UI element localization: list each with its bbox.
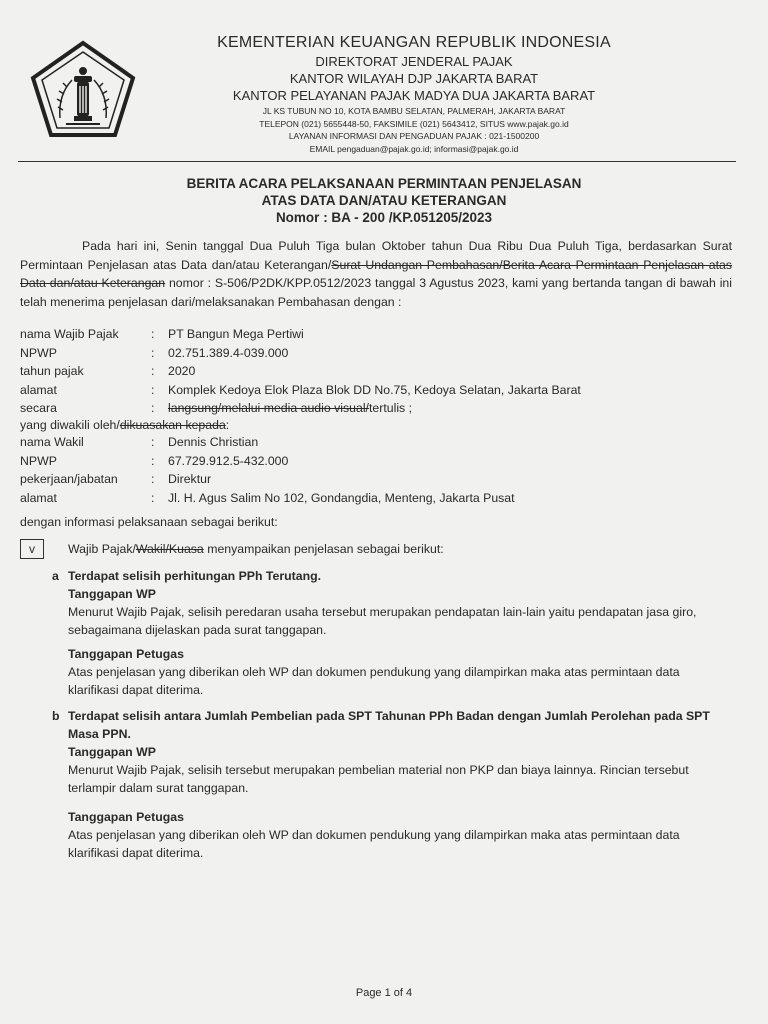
office-phone: TELEPON (021) 5655448-50, FAKSIMILE (021) 5643412, SITUS www.pajak.go.id bbox=[259, 118, 569, 129]
info-label: NPWP bbox=[20, 453, 57, 468]
info-colon: : bbox=[151, 490, 155, 505]
letterhead-divider bbox=[18, 161, 736, 162]
section-letter: a bbox=[52, 569, 59, 583]
section-b bbox=[68, 707, 732, 797]
info-value: Jl. H. Agus Salim No 102, Gondangdia, Menteng, Jakarta Pusat bbox=[168, 490, 515, 505]
page-number: Page 1 of 4 bbox=[355, 987, 413, 999]
taxpayer-info bbox=[20, 325, 740, 418]
represented-prefix: yang diwakili oleh/ bbox=[20, 418, 120, 432]
directorate-name: DIREKTORAT JENDERAL PAJAK bbox=[315, 54, 513, 69]
info-row bbox=[20, 433, 740, 452]
document-title bbox=[100, 175, 668, 226]
info-value: 02.751.389.4-039.000 bbox=[168, 345, 289, 360]
intro-text-1: Pada hari ini, Senin tanggal Dua Puluh Tiga bulan Oktober tahun Dua Ribu Dua Puluh Tiga, berdasarkan Surat Permintaan Penjelasan atas Data dan/atau Keterangan/ bbox=[20, 239, 732, 272]
info-colon: : bbox=[151, 472, 155, 486]
explanation-checkbox[interactable]: v bbox=[20, 539, 44, 559]
title-line-1: BERITA ACARA PELAKSANAAN PERMINTAAN PENJELASAN bbox=[186, 176, 582, 191]
checkbox-text-2: menyampaikan penjelasan sebagai berikut: bbox=[203, 542, 444, 556]
ministry-name: KEMENTERIAN KEUANGAN REPUBLIK INDONESIA bbox=[217, 34, 611, 51]
section-heading: Terdapat selisih antara Jumlah Pembelian pada SPT Tahunan PPh Badan dengan Jumlah Perolehan pada SPT Masa PPN. bbox=[68, 709, 710, 741]
title-line-2: ATAS DATA DAN/ATAU KETERANGAN bbox=[261, 193, 507, 208]
represented-suffix: : bbox=[225, 418, 230, 432]
info-colon: : bbox=[151, 382, 155, 397]
info-row bbox=[20, 325, 740, 344]
info-label: secara bbox=[20, 401, 57, 415]
checkbox-text-1: Wajib Pajak/ bbox=[68, 542, 136, 556]
info-label: pekerjaan/jabatan bbox=[20, 472, 118, 486]
info-label: NPWP bbox=[20, 345, 57, 360]
section-a-officer bbox=[68, 645, 732, 699]
tax-office-name: KANTOR PELAYANAN PAJAK MADYA DUA JAKARTA BARAT bbox=[232, 88, 596, 103]
info-row bbox=[20, 381, 740, 400]
officer-response-title: Tanggapan Petugas bbox=[68, 810, 184, 824]
implementation-info-line: dengan informasi pelaksanaan sebagai berikut: bbox=[20, 515, 278, 529]
info-colon: : bbox=[151, 453, 155, 468]
wp-response-text: Menurut Wajib Pajak, selisih tersebut merupakan pembelian material non PKP dan biaya lainnya. Rincian tersebut terlampir dalam surat tanggapan. bbox=[68, 763, 689, 795]
represented-struck-text: dikuasakan kepada bbox=[119, 418, 226, 432]
intro-text-2: nomor : S-506/P2DK/KPP.0512/2023 tanggal 3 Agustus 2023, kami yang bertanda tangan di bawah ini telah menerima penjelasan dari/melaksanakan Pembahasan dengan : bbox=[20, 276, 732, 309]
info-label: nama Wajib Pajak bbox=[20, 327, 119, 341]
info-value: Dennis Christian bbox=[168, 435, 259, 449]
info-colon: : bbox=[151, 364, 155, 378]
info-row bbox=[20, 362, 740, 381]
regional-office-name: KANTOR WILAYAH DJP JAKARTA BARAT bbox=[289, 71, 539, 86]
info-colon: : bbox=[151, 401, 155, 415]
info-colon: : bbox=[151, 345, 155, 360]
info-value: 2020 bbox=[168, 364, 196, 378]
info-row-method bbox=[20, 399, 740, 418]
info-row bbox=[20, 489, 740, 508]
represented-line bbox=[20, 416, 229, 434]
wp-response-title: Tanggapan WP bbox=[68, 587, 156, 601]
info-colon: : bbox=[151, 435, 155, 449]
section-heading: Terdapat selisih perhitungan PPh Terutang. bbox=[68, 569, 322, 583]
office-email: EMAIL pengaduan@pajak.go.id; informasi@pajak.go.id bbox=[309, 143, 519, 154]
letterhead bbox=[150, 33, 678, 155]
document-number: Nomor : BA - 200 /KP.051205/2023 bbox=[275, 210, 493, 225]
wp-response-title: Tanggapan WP bbox=[68, 745, 156, 759]
officer-response-text: Atas penjelasan yang diberikan oleh WP dan dokumen pendukung yang dilampirkan maka atas permintaan data klarifikasi dapat diterima. bbox=[68, 828, 680, 860]
section-b-officer bbox=[68, 808, 732, 862]
info-value: Komplek Kedoya Elok Plaza Blok DD No.75, Kedoya Selatan, Jakarta Barat bbox=[168, 382, 581, 397]
method-text: tertulis ; bbox=[368, 401, 413, 415]
info-label: alamat bbox=[20, 382, 57, 397]
section-a bbox=[68, 567, 732, 639]
intro-paragraph bbox=[20, 237, 732, 311]
ministry-emblem-logo bbox=[30, 40, 136, 138]
info-label: nama Wakil bbox=[20, 435, 84, 449]
officer-response-title: Tanggapan Petugas bbox=[68, 647, 184, 661]
info-row bbox=[20, 344, 740, 363]
info-value bbox=[168, 399, 412, 418]
service-line: LAYANAN INFORMASI DAN PENGADUAN PAJAK : 021-1500200 bbox=[288, 131, 540, 141]
info-label: alamat bbox=[20, 490, 57, 505]
info-value: Direktur bbox=[168, 472, 212, 486]
info-value: 67.729.912.5-432.000 bbox=[168, 453, 289, 468]
wp-response-text: Menurut Wajib Pajak, selisih peredaran usaha tersebut merupakan pendapatan lain-lain yaitu pendapatan jasa giro, sebagaimana dijelaskan pada surat tanggapan. bbox=[68, 605, 697, 637]
info-value: PT Bangun Mega Pertiwi bbox=[168, 327, 304, 341]
info-row bbox=[20, 452, 740, 471]
info-colon: : bbox=[151, 327, 155, 341]
info-label: tahun pajak bbox=[20, 364, 84, 378]
officer-response-text: Atas penjelasan yang diberikan oleh WP dan dokumen pendukung yang dilampirkan maka atas permintaan data klarifikasi dapat diterima. bbox=[68, 665, 680, 697]
checkbox-label bbox=[68, 540, 444, 558]
section-letter: b bbox=[52, 709, 60, 723]
checkbox-struck-text: Wakil/Kuasa bbox=[135, 542, 204, 556]
info-row bbox=[20, 470, 740, 489]
method-struck-text: langsung/melalui media audio visual/ bbox=[168, 401, 369, 415]
intro-struck-text: Surat Undangan Pembahasan/Berita Acara Permintaan Penjelasan atas Data dan/atau Keterangan bbox=[20, 257, 732, 290]
representative-info bbox=[20, 433, 740, 507]
office-address: JL KS TUBUN NO 10, KOTA BAMBU SELATAN, PALMERAH, JAKARTA BARAT bbox=[262, 106, 566, 116]
